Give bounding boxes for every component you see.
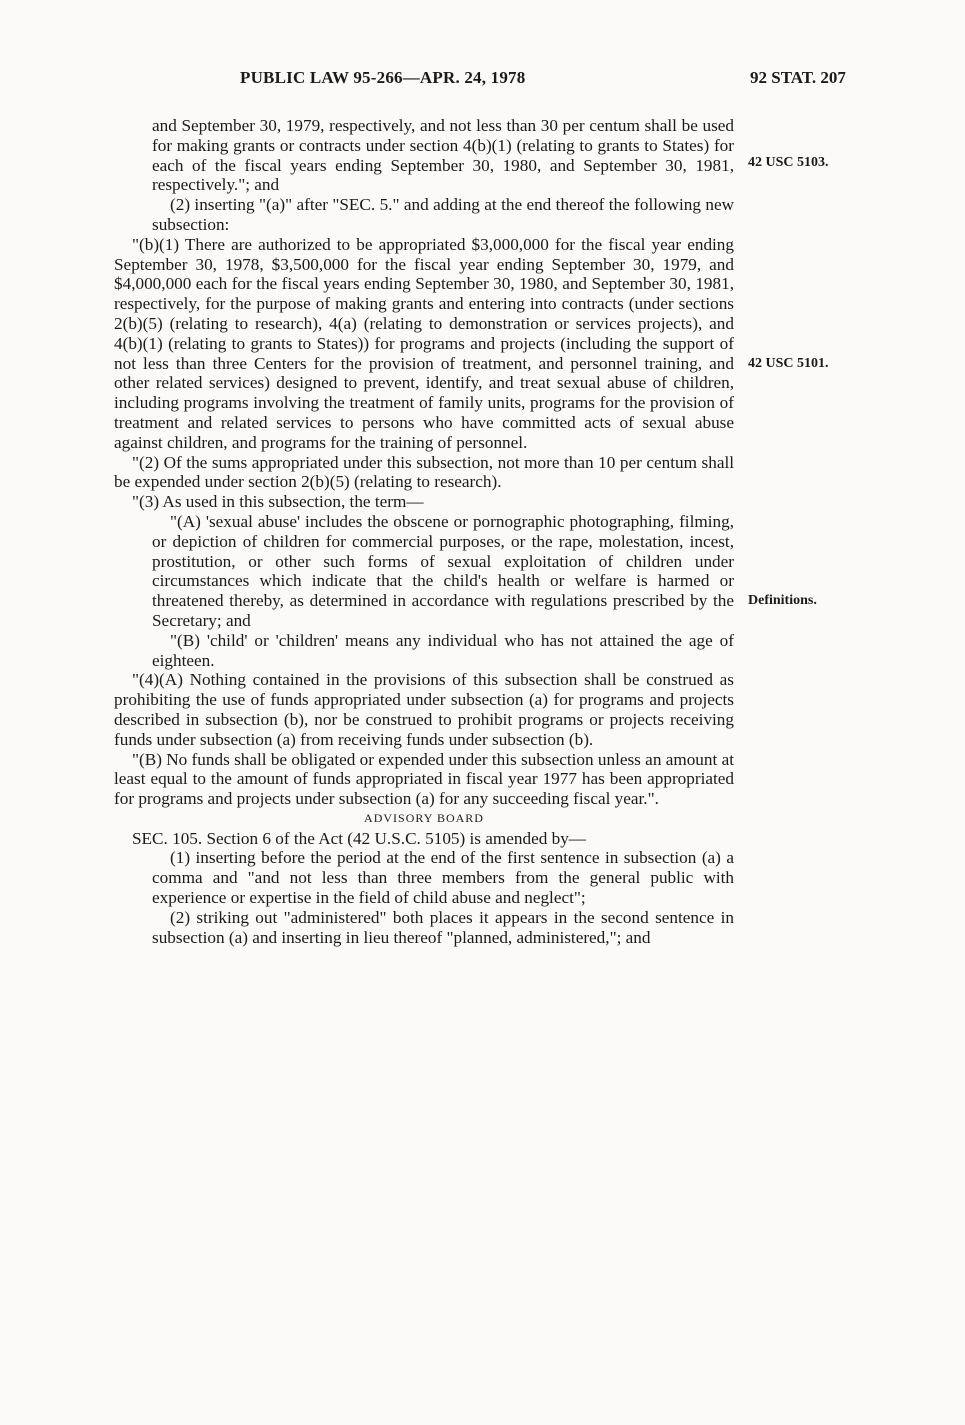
margin-note-usc-5103: 42 USC 5103. (748, 155, 829, 170)
section-heading: ADVISORY BOARD (364, 810, 484, 825)
paragraph-subsection-b3: "(3) As used in this subsection, the term— (132, 492, 424, 512)
body-text (114, 116, 734, 947)
margin-note-usc-5101: 42 USC 5101. (748, 356, 829, 371)
page-number: 92 STAT. 207 (750, 68, 846, 87)
paragraph-subsection-b4a: "(4)(A) Nothing contained in the provisions of this subsection shall be construed as prohibiting the use of funds appropriated under subsection (a) for programs and projects described in subsection (b), nor be construed to prohibit programs or projects receiving funds under subsection (a) from receiving funds under subsection (b). (114, 670, 734, 749)
paragraph-subsection-b1: "(b)(1) There are authorized to be appropriated $3,000,000 for the fiscal year ending September 30, 1978, $3,500,000 for the fiscal year ending September 30, 1979, and $4,000,000 each for the fiscal years ending September 30, 1980, and September 30, 1981, respectively, for the purpose of making grants and entering into contracts (under sections 2(b)(5) (relating to research), 4(a) (relating to demonstration or services projects), and 4(b)(1) (relating to grants to States)) for programs and projects (including the support of not less than three Centers for the provision of treatment, and personnel training, and other related services) designed to prevent, identify, and treat sexual abuse of children, including programs involving the treatment of family units, programs for the provision of treatment and related services to persons who have committed acts of sexual abuse against children, and programs for the training of personnel. (114, 234, 734, 452)
paragraph-subsection-b4b: "(B) No funds shall be obligated or expended under this subsection unless an amount at least equal to the amount of funds appropriated in fiscal year 1977 has been appropriated for programs and projects under subsection (a) for any succeeding fiscal year.". (114, 749, 734, 809)
paragraph-amendment-1: (1) inserting before the period at the end of the first sentence in subsection (a) a comma and "and not less than three members from the general public with experience or expertise in the field of child abuse and neglect"; (152, 848, 734, 908)
margin-note-definitions: Definitions. (748, 593, 817, 608)
paragraph-continuation: and September 30, 1979, respectively, and not less than 30 per centum shall be used for making grants or contracts under section 4(b)(1) (relating to grants to States) for each of the fiscal years ending September 30, 1980, and September 30, 1981, respectively."; and (152, 116, 734, 195)
paragraph-amendment-2: (2) striking out "administered" both places it appears in the second sentence in subsection (a) and inserting in lieu thereof "planned, administered,"; and (152, 907, 734, 947)
paragraph-sec-105: SEC. 105. Section 6 of the Act (42 U.S.C. 5105) is amended by— (132, 828, 586, 848)
paragraph-subsection-b2: "(2) Of the sums appropriated under this subsection, not more than 10 per centum shall be expended under section 2(b)(5) (relating to research). (114, 452, 734, 492)
running-header-title: PUBLIC LAW 95-266—APR. 24, 1978 (240, 68, 526, 87)
paragraph-definition-b: "(B) 'child' or 'children' means any individual who has not attained the age of eighteen. (152, 630, 734, 670)
paragraph-definition-a: "(A) 'sexual abuse' includes the obscene or pornographic photographing, filming, or depiction of children for commercial purposes, or the rape, molestation, incest, prostitution, or other such forms of sexual exploitation of children under circumstances which indicate that the child's health or welfare is harmed or threatened thereby, as determined in accordance with regulations prescribed by the Secretary; and (152, 511, 734, 630)
paragraph-item-2: (2) inserting "(a)" after "SEC. 5." and adding at the end thereof the following new subsection: (152, 195, 734, 234)
